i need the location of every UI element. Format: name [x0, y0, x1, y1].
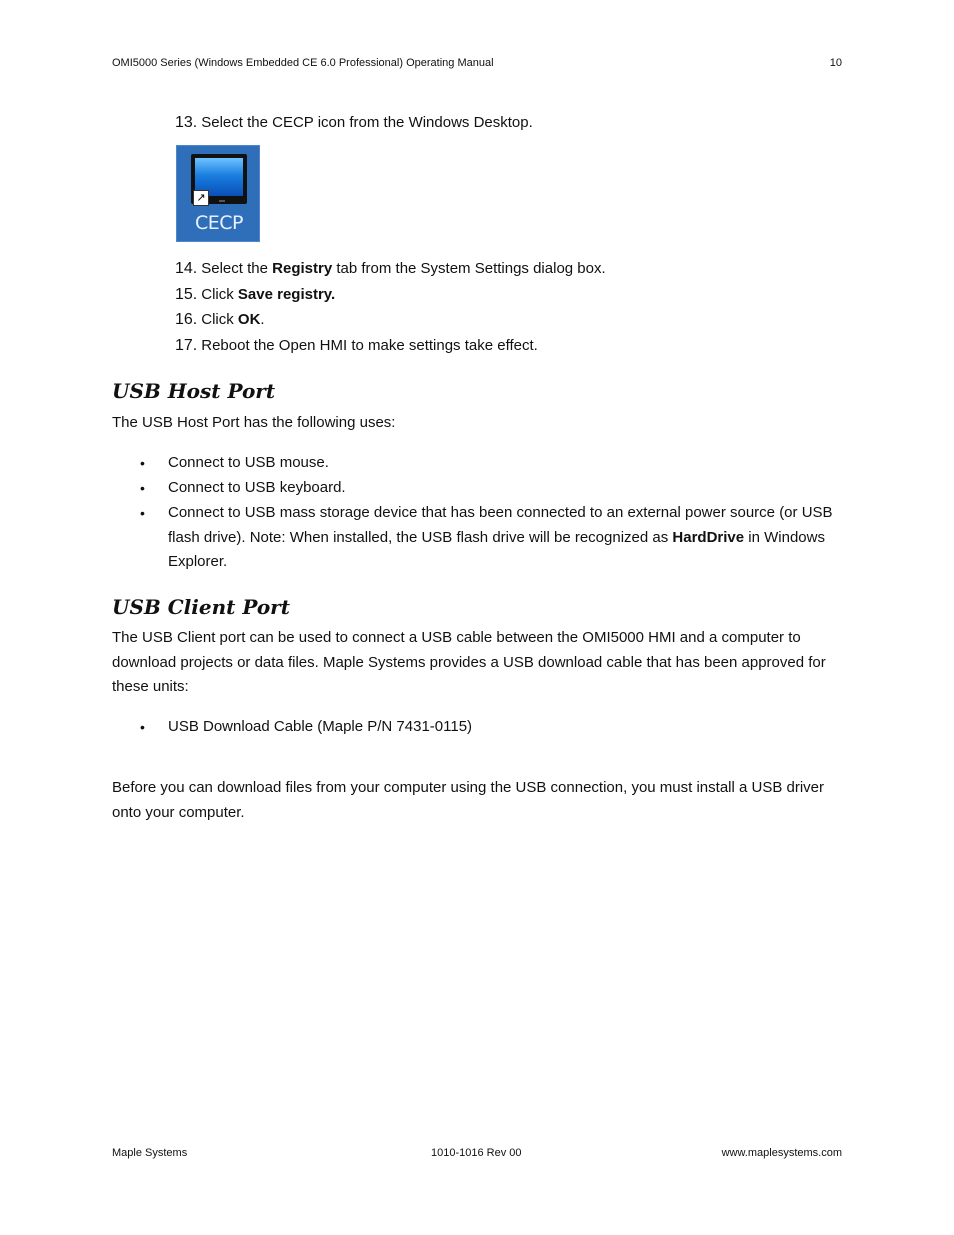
step-text: Select the	[201, 260, 273, 277]
list-item	[140, 501, 840, 575]
step-15	[175, 285, 335, 305]
step-text: Click	[201, 311, 238, 328]
step-bold-text: Registry	[272, 260, 333, 277]
step-number: 15.	[175, 286, 198, 303]
list-item-text: Connect to USB keyboard.	[168, 479, 346, 496]
usb-host-port-heading: USB Host Port	[112, 379, 276, 403]
step-bold-text: Save registry.	[237, 286, 336, 303]
list-item	[140, 476, 840, 501]
footer-website: www.maplesystems.com	[721, 1147, 842, 1159]
step-bold-text: OK	[237, 311, 261, 328]
header-title: OMI5000 Series (Windows Embedded CE 6.0 Professional) Operating Manual	[112, 57, 494, 69]
usb-client-intro: The USB Client port can be used to connect a USB cable between the OMI5000 HMI and a computer to download projects or data files. Maple Systems provides a USB download cable that has been approved for these units:	[112, 629, 826, 695]
usb-client-port-heading: USB Client Port	[112, 595, 290, 619]
step-text: tab from the System Settings dialog box.	[332, 260, 606, 277]
footer-doc-number: 1010-1016 Rev 00	[431, 1147, 522, 1159]
step-14	[175, 259, 606, 279]
step-text: .	[260, 311, 265, 328]
bullet-icon: •	[140, 455, 145, 471]
step-text: Reboot the Open HMI to make settings take effect.	[201, 337, 538, 354]
step-16	[175, 310, 265, 330]
usb-host-intro: The USB Host Port has the following uses:	[112, 414, 396, 431]
step-number: 16.	[175, 311, 198, 328]
list-item-text: Connect to USB mass storage device that has been connected to an external power source (or USB flash drive). Note: When installed, the USB flash drive will be recognized as HardDrive in Windows Explorer.	[168, 504, 833, 570]
list-item-text: USB Download Cable (Maple P/N 7431-0115)	[168, 718, 473, 735]
footer-company: Maple Systems	[112, 1147, 188, 1159]
step-17	[175, 336, 538, 356]
step-13	[175, 113, 533, 133]
list-item	[140, 715, 840, 740]
usb-driver-note: Before you can download files from your computer using the USB connection, you must install a USB driver onto your computer.	[112, 779, 825, 821]
bullet-icon: •	[140, 719, 145, 735]
shortcut-arrow-icon: ↗	[193, 190, 209, 206]
step-text: Select the CECP icon from the Windows Desktop.	[201, 114, 533, 131]
harddrive-label: HardDrive	[672, 528, 745, 546]
cecp-icon-label: CECP	[195, 212, 243, 234]
step-text: Click	[201, 286, 238, 303]
bullet-icon: •	[140, 505, 145, 521]
list-item-text: Connect to USB mouse.	[168, 454, 329, 471]
page-number: 10	[829, 57, 842, 69]
step-number: 17.	[175, 337, 198, 354]
step-number: 13.	[175, 114, 198, 131]
bullet-icon: •	[140, 480, 145, 496]
list-item	[140, 451, 840, 476]
cecp-icon[interactable]	[176, 145, 260, 242]
step-number: 14.	[175, 260, 198, 277]
